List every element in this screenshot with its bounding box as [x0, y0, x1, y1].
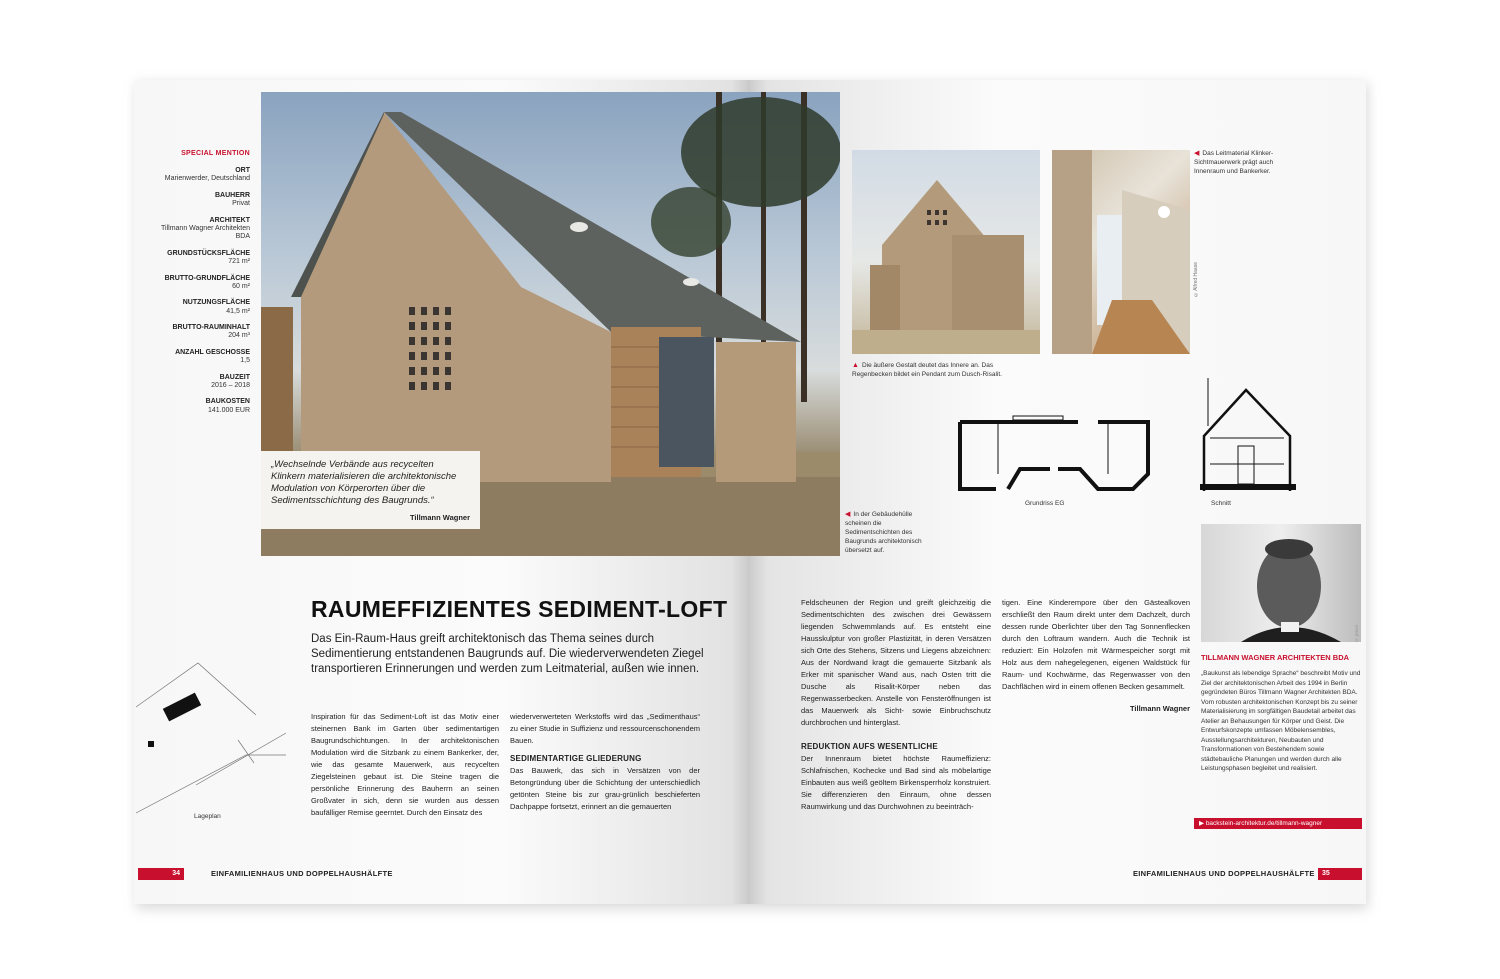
- special-mention-label: SPECIAL MENTION: [181, 150, 250, 157]
- fact-item: [150, 192, 250, 209]
- fact-label: BAUKOSTEN: [205, 398, 250, 406]
- fact-value: 141.000 EUR: [207, 406, 250, 414]
- photo-credit: ©Alfred Haase: [1193, 262, 1199, 297]
- section-label: Schnitt: [1211, 500, 1231, 507]
- site-plan-drawing: [136, 645, 286, 825]
- fact-item: [150, 324, 250, 341]
- fact-item: [150, 349, 250, 366]
- caption-arrow-icon: ▲: [852, 362, 859, 369]
- fact-value: 60 m²: [232, 282, 250, 290]
- article-lead: Das Ein-Raum-Haus greift architektonisch das Thema seines durch Sedimentierung entstandenen Baugrunds auf. Die wiederverwendeten Ziegel transportieren Erinnerungen und werden zum Leitmaterial, außen wie innen.: [311, 633, 704, 675]
- fact-item: [150, 217, 250, 242]
- fact-label: BAUZEIT: [219, 373, 250, 381]
- fact-value: 41,5 m²: [226, 307, 250, 315]
- fact-label: GRUNDSTÜCKSFLÄCHE: [167, 249, 250, 257]
- fact-label: ORT: [235, 167, 250, 174]
- body-text: Der Innenraum bietet höchste Raumeffizienz: Schlafnischen, Kochecke und Bad sind als möbelartige Einbauten aus weiß geöltem Birkensperrholz konstruiert. Sie differenzieren den Einraum, ohne dessen Raumwirkung und das Durchwohnen zu beeinträch-: [801, 754, 991, 811]
- article-headline: RAUMEFFIZIENTES SEDIMENT-LOFT: [311, 596, 728, 622]
- interior-photo: [1052, 150, 1190, 354]
- body-column-2: [510, 711, 700, 813]
- fact-label: NUTZUNGSFLÄCHE: [182, 299, 250, 307]
- interior-caption: ◀ Das Leitmaterial Klinker-Sichtmauerwerk prägt auch Innenraum und Bankerker.: [1194, 150, 1274, 175]
- body-column-4: [1002, 597, 1190, 715]
- exterior-caption: ▲ Die äußere Gestalt deutet das Innere an. Das Regenbecken bildet ein Pendant zum Dusch-Risalit.: [852, 362, 1002, 378]
- plan-caption: ◀ In der Gebäudehülle scheinen die Sedimentschichten des Baugrunds architektonisch übersetzt auf.: [845, 511, 922, 554]
- site-plan-label: Lageplan: [194, 813, 221, 820]
- body-text: wiederverwerteten Werkstoffs wird das „Sedimenthaus“ zu einer Studie in Suffizienz und ressourcenschonendem Bauen.: [510, 712, 700, 745]
- profile-body: „Baukunst als lebendige Sprache“ beschreibt Motiv und Ziel der architektonischen Arbeit des 1994 in Berlin gegründeten Büros Tillmann Wagner Architekten BDA. Vom robusten architektonischen Konzept bis zu seiner Materialisierung im sorgfältigen Baudetail arbeitet das Atelier an Behausungen für Körper und Geist. Die Entwurfskonzepte umfassen Möbelensembles, Ausstellungsarchitekturen, Neubauten und Transformationen von Bestehendem sowie städtebauliche Planungen und werden durch alle Leistungsphasen begleitet und realisiert.: [1201, 670, 1361, 772]
- fact-item: [150, 374, 250, 391]
- fact-value: 2016 – 2018: [211, 382, 250, 390]
- portrait-credit: © privat: [1354, 625, 1359, 643]
- body-text: Feldscheunen der Region und greift gleichzeitig die Sedimentschichten des zwischen drei Gewässern liegenden Schwemmlands auf. Es entsteht eine Hausskulptur von großer Plastizität, in deren Versätzen sich Orte des Stehens, Sitzens und Liegens abzeichnen: Aus der Nordwand kragt die gemauerte Sitzbank als Erker mit spanischer Wand aus, nach Osten tritt die Dusche als Risalit-Körper neben das Regenwasserbecken. Anstelle von Fensteröffnungen ist das Mauerwerk als Sicht- sowie Einbruchschutz durchbrochen und hinterglast.: [801, 598, 991, 727]
- project-facts: [150, 150, 250, 423]
- fact-value: 204 m³: [228, 332, 250, 340]
- pull-quote: [261, 451, 480, 529]
- exterior-illustration: [852, 150, 1040, 354]
- fact-item: [150, 398, 250, 415]
- author-signature: Tillmann Wagner: [1129, 704, 1190, 713]
- fact-label: ANZAHL GESCHOSSE: [175, 348, 250, 356]
- architect-profile: [1201, 653, 1361, 774]
- fact-item: [150, 250, 250, 267]
- body-column-3: [801, 597, 991, 813]
- fact-label: BRUTTO-RAUMINHALT: [172, 324, 250, 332]
- section-footer-left: EINFAMILIENHAUS UND DOPPELHAUSHÄLFTE: [211, 869, 393, 878]
- section-heading: SEDIMENTARTIGE GLIEDERUNG: [510, 754, 642, 763]
- quote-text: „Wechselnde Verbände aus recycelten Klinkern materialisieren die architektonische Modulation von Körperorten über die Sedimentsschichtung des Baugrunds.“: [271, 459, 457, 506]
- fact-item: [150, 275, 250, 292]
- architect-portrait: [1201, 524, 1361, 642]
- body-column-1: [311, 711, 499, 819]
- website-link[interactable]: ▶ backstein-architektur.de/tillmann-wagner: [1194, 818, 1362, 829]
- fact-value: 1,5: [240, 357, 250, 365]
- floor-plan-label: Grundriss EG: [1025, 500, 1065, 507]
- caption-arrow-icon: ◀: [845, 511, 851, 518]
- fact-value: 721 m²: [228, 258, 250, 266]
- fact-value: Privat: [232, 200, 250, 208]
- exterior-photo: [852, 150, 1040, 354]
- page-number-right: 35: [1318, 868, 1362, 880]
- link-arrow-icon: ▶: [1199, 820, 1206, 827]
- caption-arrow-icon: ◀: [1194, 150, 1200, 157]
- section-drawing: [1200, 376, 1296, 496]
- quote-author: Tillmann Wagner: [409, 512, 470, 522]
- interior-illustration: [1052, 150, 1190, 354]
- profile-title: TILLMANN WAGNER ARCHITEKTEN BDA: [1201, 653, 1350, 662]
- fact-label: BRUTTO-GRUNDFLÄCHE: [164, 274, 250, 282]
- fact-value: Tillmann Wagner Architekten BDA: [161, 224, 250, 241]
- fact-item: [150, 299, 250, 316]
- body-text: Inspiration für das Sediment-Loft ist das Motiv einer steinernen Bank im Garten über sedimentartigen Baugrundschichtungen. In der architektonischen Modulation wird die Sitzbank zu einem Bankerker, der, wie das gesamte Mauerwerk, aus recycelten Ziegelsteinen gebaut ist. Die Steine tragen die persönliche Erinnerung des Bauherrn an seinen Großvater in sich, denn sie wurden aus dessen baufälliger Remise geerntet. Durch den Einsatz des: [311, 712, 499, 817]
- page-number-left: 34: [138, 868, 184, 880]
- section-footer-right: EINFAMILIENHAUS UND DOPPELHAUSHÄLFTE: [1133, 869, 1315, 878]
- portrait-illustration: [1201, 524, 1361, 642]
- fact-label: ARCHITEKT: [209, 216, 250, 224]
- section-heading: REDUKTION AUFS WESENTLICHE: [801, 742, 938, 751]
- fact-item: [150, 167, 250, 184]
- body-text: Das Bauwerk, das sich in Versätzen von der Betongründung über die Schichtung der unterschiedlich getönten Steine bis zur grau-grünlich beschieferten Dachpappe fortsetzt, erinnert an die gemauerten: [510, 766, 700, 811]
- fact-label: BAUHERR: [215, 191, 250, 199]
- floor-plan-drawing: [958, 414, 1152, 496]
- fact-value: Marienwerder, Deutschland: [164, 175, 250, 183]
- body-text: tigen. Eine Kinderempore über den Gästealkoven erschließt den Raum direkt unter dem Dachzelt, durch dessen runde Oberlichter über den Tag Sonnenflecken durch den Loftraum wandern. Auch die Technik ist reduziert: Ein Holzofen mit Wärmespeicher sorgt mit Holz aus dem nahegelegenen, eigenen Waldstück für Raum- und Kochwärme, das Regenwasser von den Dachflächen wird in einem offenen Becken gesammelt.: [1002, 598, 1190, 691]
